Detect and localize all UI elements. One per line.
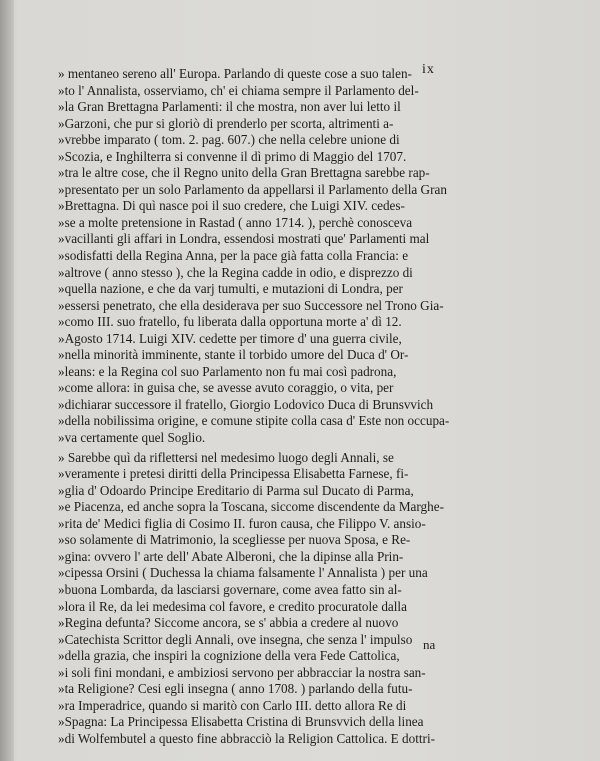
text-line: »nella minorità imminente, stante il torbido umore del Duca d' Or-	[58, 347, 409, 363]
text-line: »i soli fini mondani, e ambiziosi servono per abbracciar la nostra san-	[58, 664, 426, 680]
text-line: »lora il Re, da lei medesima col favore, e credito procuratole dalla	[58, 598, 407, 614]
text-line: »veramente i pretesi diritti della Principessa Elisabetta Farnese, fi-	[58, 466, 409, 482]
text-line: »Garzoni, che pur si gloriò di prenderlo per scorta, altrimenti a-	[58, 115, 394, 131]
catchword: na	[423, 637, 436, 652]
body-text	[58, 66, 458, 747]
text-line: »essersi penetrato, che ella desiderava per suo Successore nel Trono Gia-	[58, 297, 444, 313]
page-number: ix	[422, 62, 435, 77]
text-line: »cipessa Orsini ( Duchessa la chiama falsamente l' Annalista ) per una	[58, 565, 428, 581]
text-line: »tra le altre cose, che il Regno unito della Gran Brettagna sarebbe rap-	[58, 165, 430, 181]
text-line: »glia d' Odoardo Principe Ereditario di Parma sul Ducato di Parma,	[58, 482, 414, 498]
paragraph-start-line: » Sarebbe quì da riflettersi nel medesimo luogo degli Annali, se	[58, 449, 394, 465]
text-line: »la Gran Brettagna Parlamenti: il che mostra, non aver lui letto il	[58, 99, 401, 115]
text-line: »Regina defunta? Siccome ancora, se s' abbia a credere al nuovo	[58, 615, 399, 631]
text-line: »ra Imperadrice, quando si maritò con Carlo III. detto allora Re di	[58, 697, 407, 713]
text-line: »della grazia, che inspiri la cognizione della vera Fede Cattolica,	[58, 648, 400, 664]
text-line: »Catechista Scrittor degli Annali, ove insegna, che senza l' impulso	[58, 631, 413, 647]
text-line: »Spagna: La Principessa Elisabetta Cristina di Brunsvvich della linea	[58, 714, 424, 730]
text-line: »presentato per un solo Parlamento da appellarsi il Parlamento della Gran	[58, 181, 447, 197]
text-line: »to l' Annalista, osserviamo, ch' ei chiama sempre il Parlamento del-	[58, 82, 419, 98]
text-line: »dichiarar successore il fratello, Giorgio Lodovico Duca di Brunsvvich	[58, 396, 434, 412]
text-line: »della nobilissima origine, e comune stipite colla casa d' Este non occupa-	[58, 413, 450, 429]
text-line: »e Piacenza, ed anche sopra la Toscana, siccome discendente da Marghe-	[58, 499, 444, 515]
text-line: »gina: ovvero l' arte dell' Abate Alberoni, che la dipinse alla Prin-	[58, 548, 404, 564]
text-line: »vrebbe imparato ( tom. 2. pag. 607.) che nella celebre unione di	[58, 132, 400, 148]
text-line: »altrove ( anno stesso ), che la Regina cadde in odio, e disprezzo di	[58, 264, 413, 280]
text-line: »va certamente quel Soglio.	[58, 430, 206, 446]
text-line: »Agosto 1714. Luigi XIV. cedette per timore d' una guerra civile,	[58, 330, 402, 346]
text-line: »so solamente di Matrimonio, la scegliesse per nuova Sposa, e Re-	[58, 532, 411, 548]
text-line: »Scozia, e Inghilterra si convenne il dì primo di Maggio del 1707.	[58, 148, 407, 164]
text-line: »di Wolfembutel a questo fine abbracciò la Religion Cattolica. E dottri-	[58, 730, 435, 746]
text-line: »rita de' Medici figlia di Cosimo II. furon causa, che Filippo V. ansio-	[58, 515, 426, 531]
text-line: »vacillanti gli affari in Londra, essendosi mostrati que' Parlamenti mal	[58, 231, 430, 247]
page-gutter-shadow	[0, 0, 14, 761]
text-line: »como III. suo fratello, fu liberata dalla opportuna morte a' dì 12.	[58, 314, 402, 330]
text-line: » mentaneo sereno all' Europa. Parlando di queste cose a suo talen-	[58, 66, 412, 81]
text-line: »se a molte pretensione in Rastad ( anno 1714. ), perchè conosceva	[58, 214, 413, 230]
text-line: »leans: e la Regina col suo Parlamento non fu mai così padrona,	[58, 363, 397, 379]
text-line: »ta Religione? Cesi egli insegna ( anno 1708. ) parlando della futu-	[58, 681, 413, 697]
text-line: »buona Lombarda, da lasciarsi governare, come avea fatto sin al-	[58, 581, 402, 597]
text-line: »quella nazione, e che da varj tumulti, e mutazioni di Londra, per	[58, 281, 403, 297]
text-line: »sodisfatti della Regina Anna, per la pace già fatta colla Francia: e	[58, 248, 409, 264]
text-line: »Brettagna. Di quì nasce poi il suo credere, che Luigi XIV. cedes-	[58, 198, 405, 214]
text-line: »come allora: in guisa che, se avesse avuto coraggio, o vita, per	[58, 380, 394, 396]
